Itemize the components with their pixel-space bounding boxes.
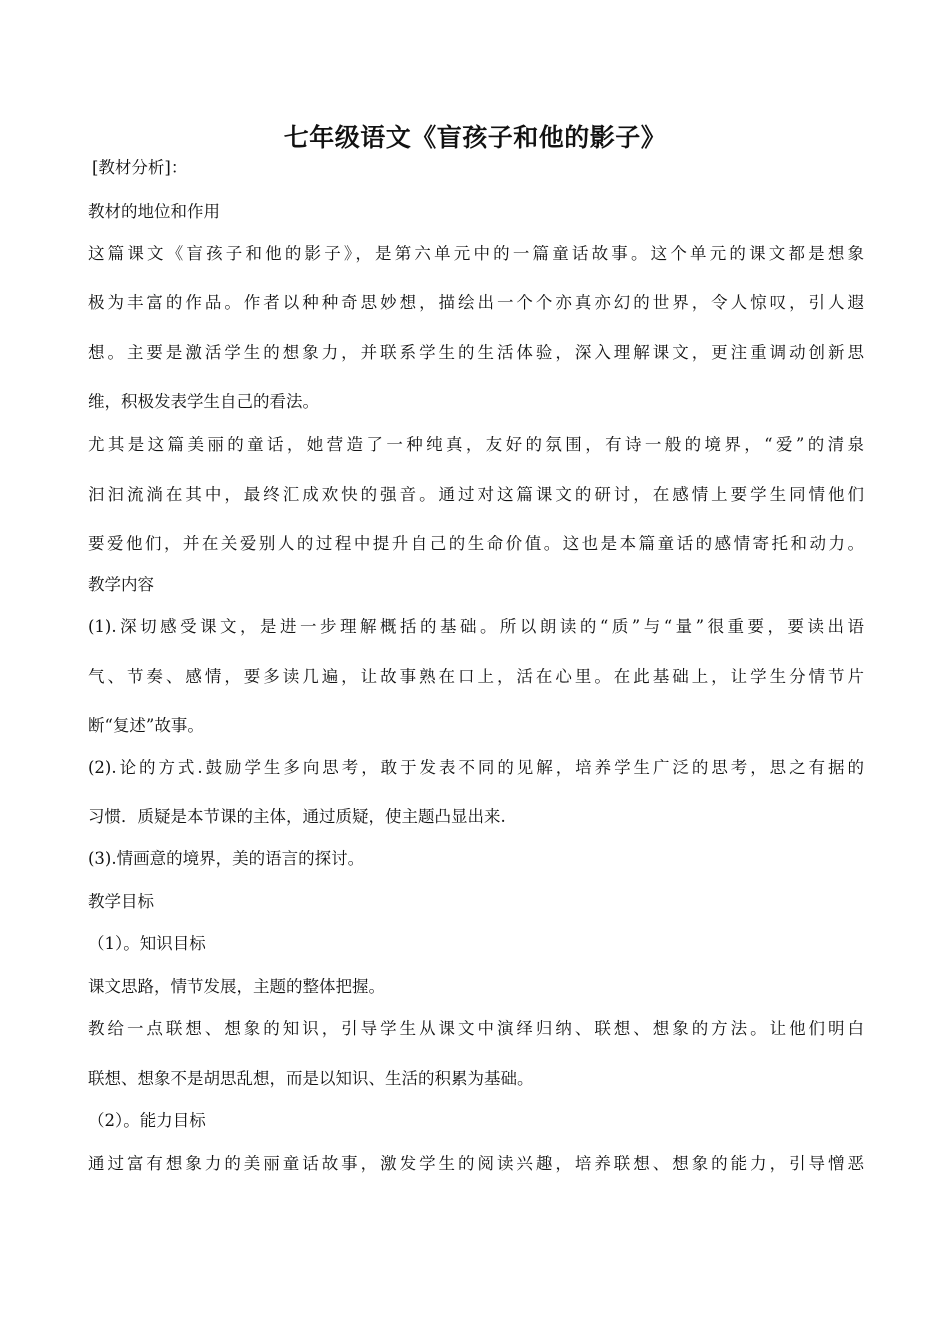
paragraph-line: (3).情画意的境界，美的语言的探讨。 xyxy=(88,849,365,868)
paragraph-line: 联想、想象不是胡思乱想，而是以知识、生活的积累为基础。 xyxy=(88,1069,534,1088)
paragraph-line: 习惯．质疑是本节课的主体，通过质疑，使主题凸显出来. xyxy=(88,807,506,826)
paragraph-line: (2).论的方式.鼓励学生多向思考，敢于发表不同的见解，培养学生广泛的思考，思之有据的 xyxy=(88,758,864,777)
document-title: 七年级语文《盲孩子和他的影子》 xyxy=(283,123,667,152)
section-heading-textbook-analysis: [教材分析]： xyxy=(92,158,188,177)
paragraph-line: 汩汩流淌在其中，最终汇成欢快的强音。通过对这篇课文的研讨，在感情上要学生同情他们 xyxy=(88,485,864,504)
paragraph-line: 断“复述”故事。 xyxy=(88,716,204,735)
subheading-ability-goal: （2）。能力目标 xyxy=(88,1111,206,1130)
subheading-knowledge-goal: （1）。知识目标 xyxy=(88,934,206,953)
paragraph-line: 这篇课文《盲孩子和他的影子》，是第六单元中的一篇童话故事。这个单元的课文都是想象 xyxy=(88,244,864,263)
paragraph-line: 维，积极发表学生自己的看法。 xyxy=(88,392,319,411)
paragraph-line: 课文思路，情节发展，主题的整体把握。 xyxy=(88,977,385,996)
subheading-teaching-goals: 教学目标 xyxy=(88,892,154,911)
paragraph-line: 教给一点联想、想象的知识，引导学生从课文中演绎归纳、联想、想象的方法。让他们明白 xyxy=(88,1019,864,1038)
paragraph-line: 极为丰富的作品。作者以种种奇思妙想，描绘出一个个亦真亦幻的世界，令人惊叹，引人遐 xyxy=(88,293,864,312)
subheading-teaching-content: 教学内容 xyxy=(88,575,154,594)
paragraph-line: (1).深切感受课文，是进一步理解概括的基础。所以朗读的“质”与“量”很重要，要读出语 xyxy=(88,617,864,636)
paragraph-line: 要爱他们，并在关爱别人的过程中提升自己的生命价值。这也是本篇童话的感情寄托和动力。 xyxy=(88,534,864,553)
paragraph-line: 想。主要是激活学生的想象力，并联系学生的生活体验，深入理解课文，更注重调动创新思 xyxy=(88,343,864,362)
subheading-status-and-role: 教材的地位和作用 xyxy=(88,202,220,221)
paragraph-line: 通过富有想象力的美丽童话故事，激发学生的阅读兴趣，培养联想、想象的能力，引导憎恶 xyxy=(88,1154,864,1173)
paragraph-line: 气、节奏、感情，要多读几遍，让故事熟在口上，活在心里。在此基础上，让学生分情节片 xyxy=(88,667,864,686)
paragraph-line: 尤其是这篇美丽的童话，她营造了一种纯真，友好的氛围，有诗一般的境界，“爱”的清泉 xyxy=(88,435,864,454)
